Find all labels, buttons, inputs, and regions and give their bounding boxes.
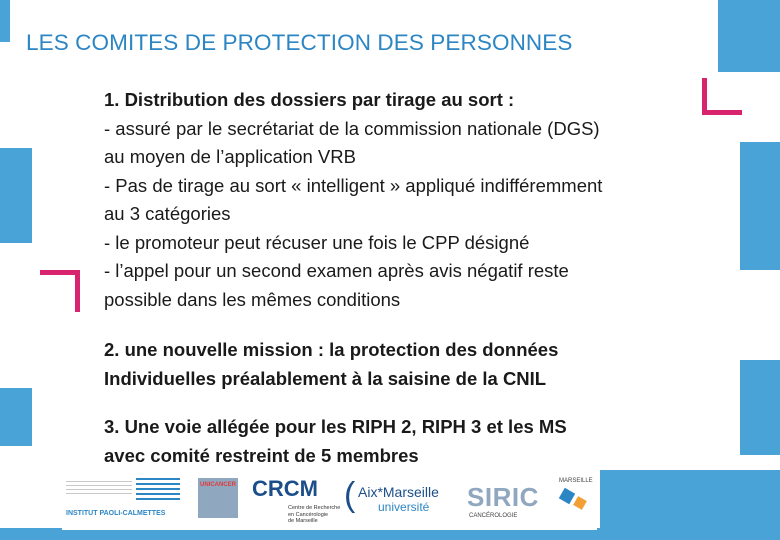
bottom-accent-bar [600,470,780,540]
section1-line: - Pas de tirage au sort « intelligent » appliqué indifféremment [104,174,603,196]
section1-line: au 3 catégories [104,203,231,224]
right-accent-block-bottom [740,360,780,455]
section2-line: Individuelles préalablement à la saisine de la CNIL [104,367,547,389]
partner-logos [62,472,597,530]
ipc-logo-fineprint [66,478,132,494]
amu-logo-bracket: ( [344,476,356,514]
siric-logo-hex-blue [559,488,575,504]
siric-logo-hex-orange [573,496,587,510]
siric-logo-top: MARSEILLE [559,478,593,484]
section1-line: possible dans les mêmes conditions [104,288,401,310]
ipc-logo [66,474,182,522]
section3-line: 3. Une voie allégée pour les RIPH 2, RIPH 3 et les MS [104,416,567,437]
section1-heading: 1. Distribution des dossiers par tirage au sort : [104,89,515,110]
section1-line: au moyen de l’application VRB [104,146,356,167]
amu-logo-bottom: université [378,500,430,514]
ipc-logo-text: INSTITUT PAOLI-CALMETTES [66,510,166,517]
amu-logo [344,478,454,520]
section1-line: - l’appel pour un second examen après avis négatif reste [104,260,569,281]
left-accent-block-middle [0,148,32,243]
right-accent-block-middle [740,142,780,270]
unicancer-logo [198,478,238,518]
left-accent-block-top [0,0,10,42]
section1-line: - le promoteur peut récuser une fois le CPP désigné [104,231,530,253]
section3-line: avec comité restreint de 5 membres [104,444,419,466]
slide-title: LES COMITES DE PROTECTION DES PERSONNES [26,30,573,55]
amu-logo-top: Aix*Marseille [358,484,439,500]
unicancer-logo-text: UNICANCER [200,482,236,488]
slide-body [104,86,714,470]
crcm-logo-sub: Centre de Recherche en Cancérologie de Marseille [288,505,341,524]
section2-line: 2. une nouvelle mission : la protection des données [104,339,559,360]
section1-line: - assuré par le secrétariat de la commission nationale (DGS) [104,117,600,139]
siric-logo-sub: CANCÉROLOGIE [469,513,518,519]
ipc-logo-stripes [136,478,180,500]
siric-logo [467,476,593,522]
crcm-logo [252,472,341,526]
crcm-logo-text: CRCM [252,476,318,501]
siric-logo-text: SIRIC [467,482,539,512]
left-accent-block-bottom [0,388,32,446]
